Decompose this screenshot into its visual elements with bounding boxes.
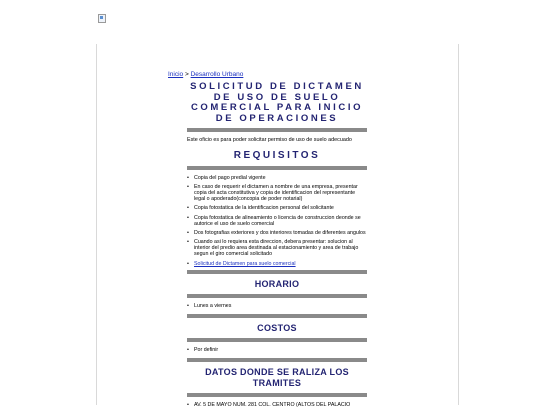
breadcrumb-separator: > bbox=[185, 71, 189, 78]
horario-heading: HORARIO bbox=[254, 279, 300, 290]
solicitud-form-link[interactable]: Solicitud de Dictamen para suelo comercial bbox=[194, 260, 296, 267]
divider bbox=[187, 128, 367, 132]
breadcrumb-home-link[interactable]: Inicio bbox=[168, 71, 184, 78]
page-frame-left-border bbox=[96, 44, 97, 405]
intro-text: Este oficio es para poder solicitar permiso de uso de suelo adecuado bbox=[187, 137, 352, 144]
costos-heading: COSTOS bbox=[257, 323, 297, 334]
list-item: • Cuando asi lo requiera esta direccion, debera presentar: solucion al interior del predio area destinada al estacionamiento y area de trabajo segun el giro comercial solicitado bbox=[187, 239, 367, 257]
page-frame-right-border bbox=[458, 44, 459, 405]
requisitos-list bbox=[187, 175, 367, 267]
list-item: • Lunes a viernes bbox=[187, 303, 367, 309]
divider bbox=[187, 338, 367, 342]
horario-list bbox=[187, 303, 367, 309]
list-item: • Copia fotostatica de la identificacion personal del solicitante bbox=[187, 205, 367, 211]
list-item: • Copia fotostatica de alineamiento o licencia de construccion deonde se autorice el uso de suelo comercial bbox=[187, 215, 367, 227]
divider bbox=[187, 393, 367, 397]
form-link-item bbox=[187, 261, 367, 267]
page-title: SOLICITUD DE DICTAMEN DE USO DE SUELO COMERCIAL PARA INICIO DE OPERACIONES bbox=[190, 81, 364, 124]
divider bbox=[187, 166, 367, 170]
divider bbox=[187, 358, 367, 362]
costos-list bbox=[187, 347, 367, 353]
list-item: • AV. 5 DE MAYO NUM. 281 COL. CENTRO (ALTOS DEL PALACIO bbox=[187, 402, 367, 408]
list-item: • Copia del pago predial vigente bbox=[187, 175, 367, 181]
breadcrumb bbox=[168, 71, 243, 78]
requisitos-heading: REQUISITOS bbox=[233, 149, 321, 161]
divider bbox=[187, 270, 367, 274]
main-content bbox=[187, 82, 367, 408]
divider bbox=[187, 314, 367, 318]
list-item: • Por definir bbox=[187, 347, 367, 353]
list-item: • Dos fotografias exteriores y dos interiores tomadas de diferentes angulos bbox=[187, 230, 367, 236]
list-item: • En caso de requerir el dictamen a nombre de una empresa, presentar copia del acta constitutiva y copia de identificacion del representante legal o apoderado(concopia de poder notarial) bbox=[187, 184, 367, 202]
divider bbox=[187, 294, 367, 298]
header-logo-image bbox=[98, 14, 106, 23]
breadcrumb-section-link[interactable]: Desarrollo Urbano bbox=[190, 71, 244, 78]
datos-list bbox=[187, 402, 367, 408]
datos-heading: DATOS DONDE SE RALIZA LOS TRAMITES bbox=[205, 367, 349, 389]
